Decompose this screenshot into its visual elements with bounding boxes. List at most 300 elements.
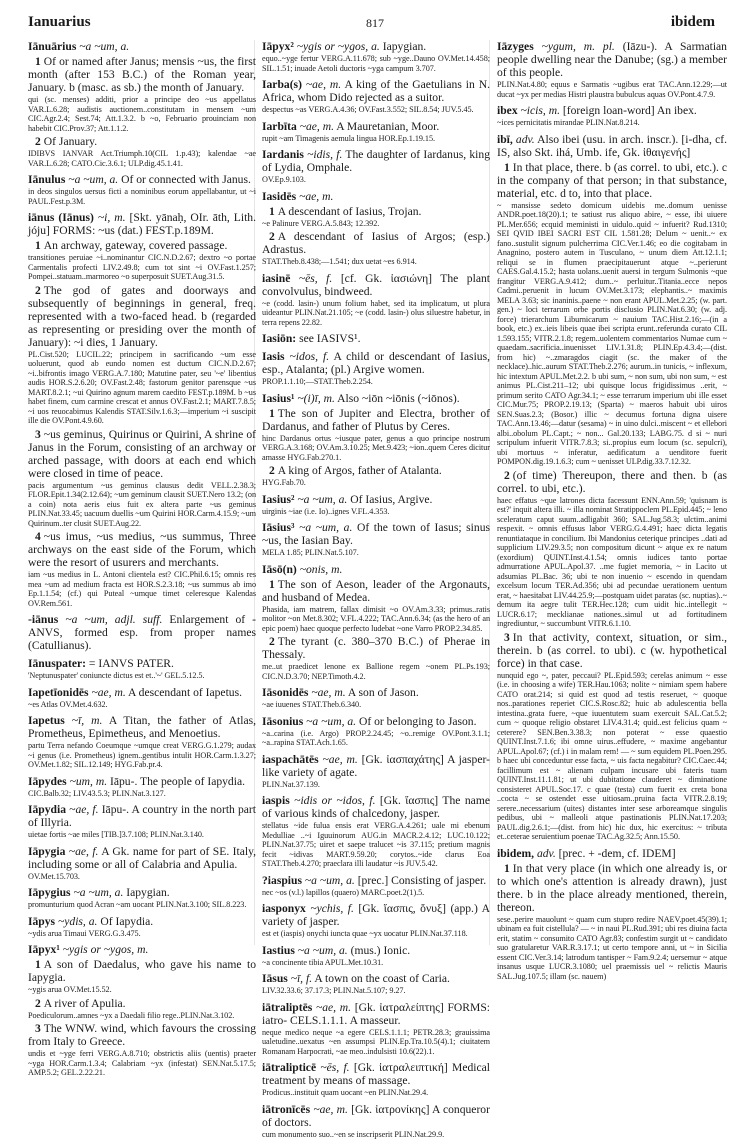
- definition: [Skt. yānaḥ, OIr. āth, Lith. jóju] FORMS: ~us (dat.) FEST.p.189M.: [28, 211, 256, 237]
- sense: [28, 55, 256, 94]
- sense-text: ~us geminus, Quirinus or Quirini, A shrine of Janus in the Forum, consisting of an archway or arched passage, with doors at each end which were closed in time of peace.: [28, 427, 256, 480]
- sense-text: An archway, gateway, covered passage.: [43, 239, 228, 252]
- definition: [cf. Gk. ἰασιώνη] The plant convolvulus, bindweed.: [262, 271, 490, 298]
- column-right: [497, 40, 727, 986]
- entry-headline: [262, 392, 490, 405]
- definition: The daughter of Iardanus, king of Lydia, Omphale.: [262, 148, 490, 174]
- headword: Iāsonius: [262, 714, 304, 728]
- sense-text: The son of Jupiter and Electra, brother of Dardanus, and father of Plutus by Ceres.: [262, 406, 490, 433]
- definition: Of Iapydia.: [100, 914, 154, 928]
- headword: Iāzyges: [497, 40, 534, 53]
- grammar-info: ~ae, m.: [299, 189, 334, 203]
- headword: Iāsius³: [262, 521, 295, 534]
- grammar-info: ~ygis or ~ygos, m.: [62, 943, 149, 956]
- entry-headline: [262, 715, 490, 728]
- sense-text: The WNW. wind, which favours the crossing from Italy to Greece.: [28, 1022, 256, 1048]
- citations: PROP.1.1.10;—STAT.Theb.2.254.: [262, 377, 373, 386]
- citations: nunquid ego ~, pater, peccaui? PL.Epid.593; cerelas animum ~ esse (i.e. in choosing a wife) TER.Hau.1063; nolite ~ nimiam spem habere CATO orat.214; si quid est quod ad testis reseruet, ~ quoque nos..parationes reperiet CIC.S.Rosc.82; huic ab adulescentia bella intestina..grata fuere, ~que iuuentutem suam exercuit SAL.Cat.5.2; cum ~ quoque religio obstaret LIV.4.31.4; quid..est felicius quam ~ ceterere? SEN.Ben.3.38.3; non poterat ~ esse quaestio QUINT.Inst.7.1.6; ibi omne uirus..effudere, ~ maxime angebantur APUL.Apol.67; (cf.) i in malam rem! — ~ sum equidem PL.Poen.295. b haec ubi conceduntur esse facta, ~ uis facta negabitur? CIC.Caec.44; facillimum est ~ alienam culpam incusare ubi fateris tuam QUINT.Inst.11.1.81; ut ubi dubitatione clauderet ~ diminatione consisteret APUL.Soc.17. c quae (testa) cum fuerit ex creta bona ..cocta ~ se ostendet esse uitiosam..pruina facta VITR.2.8.19; serere..necessarium (uites) distantes inter sese arboreamque singulis pedibus, ubi ~ malleoli atque pastinationis PLIN.Nat.17.203; PAUL.dig.2.6.1;—(dist. from hic) hic dux, hic exercitus: ~ tributa et..ceterae seruientium poenae TAC.Ag.32.5; Ann.15.50.: [497, 670, 727, 841]
- sense-text: The tyrant (c. 380–370 B.C.) of Pherae in Thessaly.: [262, 635, 490, 661]
- headword: Iasiōn:: [262, 332, 297, 345]
- grammar-info: ~ī, f.: [290, 972, 313, 985]
- citations: pacis argumentum ~us geminus clausus dedit VELL.2.38.3; FLOR.Epit.1.34(2.12.64); ~um geminum clausit SUET.Nero 13.2; (on a coin) nota aeris eius fuit ex altera parte ~us geminus PLIN.Nat.33.45; uacuum duellis ~um Quirini HOR.Carm.4.15.9; ~um Quirinum..ter clusit SUET.Aug.22.: [28, 480, 256, 528]
- dictionary-entry: [497, 133, 727, 842]
- citations: partu Terra nefando Coeumque ~umque creat VERG.G.1.279; audax ~i genus (i.e. Prometheus) ignem..gentibus intulit HOR.Carm.1.3.27; OV.Met.1.82; SIL.12.149; HYG.Fab.pr.4.: [28, 741, 256, 769]
- citations: ~e Palinure VERG.A.5.843; 12.392.: [262, 218, 380, 228]
- dictionary-entry: [28, 613, 256, 652]
- grammar-info: ~a ~um, a.: [299, 521, 353, 534]
- grammar-info: ~ae, m.: [305, 78, 342, 91]
- definition: Of Iasius, Argive.: [350, 492, 433, 506]
- citations: ~ydis arua Timaui VERG.G.3.475.: [28, 928, 141, 938]
- dictionary-entry: [262, 794, 490, 869]
- grammar-info: ~ae, m.: [91, 685, 126, 699]
- sense-text: In that very place (in which one already is, or to which one's attention is already drawn), just there. b in the place already mentioned, therein, thereon.: [497, 861, 727, 914]
- dictionary-entry: [497, 847, 727, 982]
- grammar-info: ~ygis or ~ygos, a.: [296, 40, 380, 53]
- sense: [28, 239, 256, 252]
- headword: iasponyx: [262, 902, 306, 915]
- citations: undis et ~yge ferri VERG.A.8.710; obstrictis aliis (uentis) praeter ~yga HOR.Carm.1.3.4; Calabriam ~yx (infestat) SEN.Nat.5.17.5; AMP.5.2; GEL.2.22.21.: [28, 1049, 256, 1077]
- dictionary-entry: [262, 332, 490, 345]
- citations: OV.Ep.9.103.: [262, 175, 306, 184]
- entry-headline: [262, 148, 490, 174]
- headword: ibī,: [497, 132, 513, 146]
- headword: Iāpydia: [28, 803, 67, 816]
- sense-number: 1: [504, 160, 510, 174]
- headword: Iastius: [262, 943, 295, 957]
- citations: equo..~yge fertur VERG.A.11.678; sub ~yge..Dauno OV.Met.14.458; SIL.1.51; inuade Aetoli ductoris ~yga campum 3.707.: [262, 54, 490, 73]
- dictionary-entry: [28, 657, 256, 681]
- citations: transitiones peruiae ~i..nominantur CIC.N.D.2.67; dextro ~o portae Carmentalis profecti LIV.2.49.8; cum tot sint ~i OV.Fast.1.257; Pompei..statuam..marmoreo ~o superposuit SUET.Aug.31.5.: [28, 253, 256, 281]
- sense: [262, 578, 490, 604]
- headword: Iardanis: [262, 148, 304, 161]
- citations: in deos singulos uersus ficti a nominibus eorum appellabantur, ut ~i PAUL.Fest.p.3M.: [28, 187, 256, 206]
- dictionary-entry: [262, 148, 490, 185]
- grammar-info: ~a ~um, a.: [68, 173, 119, 186]
- sense-number: 1: [269, 204, 275, 218]
- grammar-info: ~idis or ~idos, f.: [294, 794, 376, 807]
- definition: A king of the Gaetulians in N. Africa, whom Dido rejected as a suitor.: [262, 78, 490, 104]
- entry-headline: [28, 686, 256, 699]
- sense-number: 1: [35, 55, 41, 68]
- sense: [28, 997, 256, 1010]
- dictionary-entry: [262, 944, 490, 968]
- grammar-info: ~ēs, f.: [320, 1061, 350, 1074]
- citations: HYG.Fab.70.: [262, 478, 306, 487]
- sense-text: Of January.: [43, 135, 98, 148]
- headword: Iapetus: [28, 714, 65, 727]
- grammar-info: adv.: [515, 132, 535, 146]
- citations: ~ mansisse sedeto domicum uidebis me..domum uenisse ANDR.poet.18(20).1; te satiust rus aliquo abire, ~ esse, ibi uiuere PL.Mer.656; ecquid meministi in uidulo..quid ~ infuerit? Rud.1310; SEI QVID IBEI SACRI EST CIL 1.581.28; Delum ~ uenit..~ ex fano..sustulit signum pulcherrima CIC.Ver.1.46; eo die cogitabam in Anagnino, postero autem in Tusculano, ~ unum diem Att.12.1.1; reliqui se in flumen praecipitauerunt atque ~..perierunt CAES.Gal.4.15.2; hasta uolans..uenit auersi in tergum Sulmonis ~que frangitur VERG.A.9.412; dum..~ perluitur..Titania..ecce nepos Cadmi..peruenit in lucum OV.Met.3.173; elephantis..~ maximis MELA 3.63; sic inaninis..paene ~ non erant APUL.Met.2.25; (w. part. gen.) ~ loci terrarum orbe portis disclusio PLIN.Nat.6.30; (w. adj. force) trierarchum Liburnicarum ~ nauium TAC.Hist.2.16;—(in a book, etc.) ex..ieis libeis quae ibei scripta erunt..referunda curato CIL 1.593.155; VITR.2.1.8; regem..uolentem commentarios Numae cum ~ quaedam..sacrificia..inuenisset LIV.1.31.8; PLIN.Ep.4.3.4;—(dist. from hic) ~..zmaragdos ciagit (sc. the maker of the necklace)..hic..aurum STAT.Theb.2.276; aurum..in tunicis, ~ inflexum, hic intextum APUL.Met.2.2. b ubi sum, ~ non sum, ubi non sum, ~ est animus PL.Cist.211–12; ubi quisque locus frigidissimus ..erit, ~ primum serito CATO Agr.34.1; ~ esse terrarum imperium ubi ille esset CIC.Mur.75; PROP.2.19.13; (Sparta) ~ maeros habuit ubi uiros SEN.Suas.2.3; (Bosor.) illic ~ decumus fortuna digna uisere TAC.Ann.13.46;—datur (sesama) ~ in uino dulci..miscent ~ et ellebori albi..obolum PL.Capt.; ~ non... Gal.20.133; LABG.75. d si ~ nuri scripulum infuerit VITR.7.8.3; si..propius eum locum (sc. sepulcri), ubi mortuus ~ inferatur, aedificatum a uenditore fuerit POMPON.dig.19.1.6.3; cum ~ uenisset ULP.dig.33.7.12.32.: [497, 200, 727, 466]
- sense: [497, 862, 727, 914]
- sense: [28, 1022, 256, 1048]
- grammar-info: ~(i)ī, m.: [297, 391, 335, 405]
- dictionary-entry: [262, 874, 490, 898]
- dictionary-entry: [262, 190, 490, 267]
- definition: (mus.) Ionic.: [350, 943, 411, 957]
- definition: A son of Jason.: [347, 686, 419, 699]
- entry-headline: [262, 944, 490, 957]
- dictionary-entry: [28, 211, 256, 608]
- sense-text: A king of Argos, father of Atalanta.: [277, 464, 442, 477]
- entry-headline: [497, 133, 727, 159]
- sense-text: In that activity, context, situation, or sim., therein. b (as correl. to ubi). c (w. hypothetical force) in that case.: [497, 630, 727, 670]
- sense: [262, 635, 490, 661]
- definition: [Gk. ἰατρονίκης] A conqueror of doctors.: [262, 1102, 490, 1129]
- headword: Iasius¹: [262, 391, 295, 405]
- dictionary-entry: [262, 350, 490, 387]
- entry-headline: [497, 104, 727, 117]
- citations: PLIN.Nat.37.139.: [262, 779, 320, 789]
- entry-headline: [28, 845, 256, 871]
- definition: [prec.] Consisting of jasper.: [357, 873, 487, 887]
- grammar-info: ~ychis, f.: [310, 902, 354, 915]
- citations: ~ae iuuenes STAT.Theb.6.340.: [262, 700, 362, 709]
- citations: me..ut praedicet lenone ex Ballione regem ~onem PL.Ps.193; CIC.N.D.3.70; NEP.Timoth.4.2.: [262, 662, 490, 681]
- citations: ~ygis arua OV.Met.15.52.: [28, 985, 112, 994]
- definition: Of or belonging to Jason.: [358, 714, 477, 728]
- sense: [262, 205, 490, 218]
- entry-headline: [28, 714, 256, 740]
- entry-headline: [262, 332, 490, 345]
- grammar-info: ~idis, f.: [307, 148, 343, 161]
- grammar-info: ~ae, f.: [69, 803, 99, 816]
- headword: iātralipticē: [262, 1061, 317, 1074]
- headword: Iāsus: [262, 972, 288, 985]
- definition: [Gk. ἴασπις] The name of various kinds of chalcedony, jasper.: [262, 794, 490, 820]
- definition: [prec. + -dem, cf. IDEM]: [558, 846, 676, 860]
- column-middle: [262, 40, 490, 1144]
- entry-headline: [262, 78, 490, 104]
- citations: nec ~os (v.l.) lapillos (quaero) MARC.poet.2(1).5.: [262, 887, 425, 897]
- citations: haec effatus ~que latrones dicta facessunt ENN.Ann.59; 'quisnam is est?' inquit altera illi. ~ illa nominat Stratippoclem PL.Epid.445; ~ leno sceleratum caput suum..adligabit 360; SAL.Jug.58.3; ulctim..animi respexit. ~ omnis effusus labor VERG.G.4.491; haec dicta legatis renuntiataque in concilium. Ibi Mandonius ceterique principes ..dati ad supplicium LIV.29.3.5; non compositum dicunt ~ atque ex re natum (exordium) QUINT.Inst.4.1.54; omnis iudices tanto portae admurratione APUL.Apol.37. ..me fugiet memoria, ~ in Lacito ut adsumias PL.Bac. 36; ubi te non inuenio ~ escendo in quendam excelsum locum TER.Ad.356; ubi ad pecundae uerationem uentum erat, ~ haesitabat LIV.44.25.9;—postquam uidet paratas (sc. nuptias)..~ demum ita aegre tulit TER.Hec.128; cum uidit hic..intellegit ~ LUCR.6.17; mecklianae nationes..simul ut ad fortitudinem ingrediuntur, ~ succumbunt VITR.6.1.10.: [497, 495, 727, 628]
- definition: Iapygian.: [126, 886, 170, 899]
- sense-number: 2: [269, 635, 275, 648]
- grammar-info: ~idos, f.: [289, 350, 330, 363]
- citations: LIV.32.33.6; 37.17.3; PLIN.Nat.5.107; 9.27.: [262, 986, 406, 995]
- dictionary-entry: [262, 521, 490, 558]
- citations: PL.Cist.520; LUCIL.22; principem in sacrificando ~um esse uoluerunt, quod ab eundo nomen est ductum CIC.N.D.2.67; ~i..bifrontis imago VERG.A.7.180; Matutine pater, seu '~e' libentius audis HOR.S.2.6.20; OV.Fast.2.48; fastorum genitor parensque ~us MART.8.2.1; ~ui Quirino agnum marem caedito FEST.p.189M. b ~us habet finem, cum carmine crescat et annus OV.Fast.2.1; MART.7.8.5; ~i uos reuocabimus Kalendis STAT.Silv.1.6.3;—imperium ~i suscipit ille die OV.Pont.4.9.60.: [28, 349, 256, 425]
- definition: A Titan, the father of Atlas, Prometheus, Epimetheus, and Menoetius.: [28, 714, 257, 740]
- citations: Phasida, iam matrem, fallax dimisit ~o OV.Am.3.33; primus..ratis molitor ~on Met.8.302; V.FL.4.222; TAC.Ann.6.34; (as the hero of an epic poem) haec quoque perfecto ludebat ~one Varro PROP.2.34.85.: [262, 604, 490, 633]
- entry-headline: [28, 803, 256, 829]
- sense: [262, 407, 490, 433]
- citations: hinc Dardanus ortus ~iusque pater, genus a quo principe nostrum VERG.A.3.168; OV.Am.3.10.25; Met.9.423; ~ion..quem Ceres dicitur amasse HYG.Fab.270.1.: [262, 433, 490, 462]
- sense-number: 2: [35, 996, 41, 1010]
- headword: Iāpygius: [28, 886, 71, 899]
- dictionary-entry: [262, 563, 490, 682]
- definition: [Gk. ἴασπις, ὄνυξ] (app.) A variety of jasper.: [262, 902, 491, 928]
- sense-number: 1: [35, 239, 41, 252]
- dictionary-entry: [28, 714, 256, 770]
- dictionary-entry: [262, 1103, 490, 1140]
- definition: [Gk. ἰατραλειπτική] Medical treatment by means of massage.: [262, 1061, 490, 1087]
- dictionary-entry: [262, 686, 490, 710]
- citations: ~ices pernicitatis mirandae PLIN.Nat.8.214.: [497, 118, 640, 127]
- grammar-info: ~onis, m.: [299, 562, 343, 576]
- sense-number: 2: [269, 230, 275, 243]
- headword: iānus (Iānus): [28, 211, 94, 224]
- sense: [497, 469, 727, 495]
- entry-headline: [262, 902, 490, 928]
- dictionary-entry: [28, 845, 256, 882]
- citations: ~a concinente tibia APUL.Met.10.31.: [262, 957, 384, 967]
- grammar-info: ~ae, m.: [322, 752, 358, 766]
- headword: Iānuārius: [28, 40, 77, 53]
- column-left: [28, 40, 256, 1083]
- sense: [262, 230, 490, 256]
- headword: Iasidēs: [262, 189, 297, 203]
- grammar-info: adv.: [536, 846, 556, 860]
- dictionary-entry: [262, 1001, 490, 1057]
- entry-headline: [28, 943, 256, 956]
- entry-headline: [262, 794, 490, 820]
- grammar-info: ~icis, m.: [520, 104, 560, 117]
- definition: Iāpu-. A country in the north part of Illyria.: [28, 803, 257, 829]
- citations: uirginis ~iae (i.e. Io)..ignes V.FL.4.353.: [262, 506, 390, 516]
- headword: ?iaspius: [262, 873, 302, 887]
- grammar-info: ~ae, m.: [299, 119, 334, 133]
- citations: promunturium quod Acran ~am uocant PLIN.Nat.3.100; SIL.8.223.: [28, 900, 247, 909]
- sense-text: The son of Aeson, leader of the Argonauts, and husband of Medea.: [262, 577, 490, 604]
- definition: [Gk. ἰατραλείπτης] FORMS: iatro- CELS.1.1.1. A masseur.: [262, 1000, 490, 1027]
- definition: Also ibei (usu. in arch. inscr.). [i-dha, cf. IS, also Skt. ihá, Umb. ife, Gk. ἰθαιγενής]: [497, 132, 727, 159]
- citations: ~a..carina (i.e. Argo) PROP.2.24.45; ~o..remige OV.Pont.3.1.1; ~a..rapina STAT.Ach.1.65.: [262, 728, 490, 747]
- entry-headline: [262, 272, 490, 298]
- grammar-info: ~ae, m.: [315, 1000, 352, 1014]
- headword: Iāsonidēs: [262, 686, 309, 699]
- sense: [28, 284, 256, 349]
- citations: sese..perire mauolunt ~ quam cum stupro redire NAEV.poet.45(39).1; ubinam ea fuit cistellula? — ~ in naui PL.Rud.391; ubi res diuina facta erit, statim ~ consumito CATO Agr.83; confestim surgit ut ~ candidato suo gratularetur VAR.R.3.17.1; ut certo tempore anni, ut ~ in Sicilia essent CIC.Ver.3.14; latrodum tantisper ~ Fam.9.2.4; uersemur ~ atque insanus usque LUCR.3.1080; uel praemissis uel ~ relictis Mauris SAL.Jug.107.5; illam (sc. nauem): [497, 914, 727, 981]
- dictionary-entry: [262, 78, 490, 115]
- citations: cum monumento suo..~en se inscripserit PLIN.Nat.29.9.: [262, 1129, 445, 1139]
- headword: Iāpygia: [28, 844, 66, 858]
- running-head-right: ibidem: [670, 14, 715, 30]
- entry-headline: [262, 874, 490, 887]
- grammar-info: ~a ~um, a.: [297, 943, 348, 957]
- definition: A Gk. name for part of SE. Italy, including some or all of Calabria and Apulia.: [28, 844, 257, 871]
- entry-headline: [262, 1001, 490, 1027]
- running-head-left: Ianuarius: [28, 14, 91, 30]
- citations: CIC.Balb.32; LIV.43.5.3; PLIN.Nat.3.127.: [28, 788, 166, 798]
- citations: rupit ~am Timagenis aemula lingua HOR.Ep.1.19.15.: [262, 133, 435, 143]
- dictionary-entry: [262, 715, 490, 748]
- sense: [262, 464, 490, 477]
- dictionary-entry: [28, 775, 256, 799]
- sense-text: ~us imus, ~us medius, ~us summus, Three archways on the east side of the Forum, which were the resort of usurers and merchants.: [28, 530, 256, 569]
- sense-number: 1: [35, 958, 41, 971]
- citations: ~es Atlas OV.Met.4.632.: [28, 699, 108, 709]
- citations: IDIBVS IANVAR Act.Triumph.10(CIL 1.p.43); kalendae ~ae VAR.L.6.28; CATO.Cic.3.6.1; ULP.dig.45.1.41.: [28, 149, 256, 168]
- definition: Iapygian.: [382, 40, 427, 53]
- definition: Also ~iōn ~iōnis (~iōnos).: [337, 391, 460, 405]
- definition: A descendant of Iapetus.: [128, 685, 242, 699]
- sense-number: 2: [35, 135, 41, 148]
- headword: Iāpydes: [28, 774, 67, 788]
- definition: = IANVS PATER.: [88, 657, 174, 670]
- citations: MELA 1.85; PLIN.Nat.5.107.: [262, 548, 359, 557]
- headword: iātraliptēs: [262, 1000, 313, 1014]
- sense: [497, 631, 727, 670]
- grammar-info: ~ae, f.: [68, 844, 99, 858]
- entry-headline: [262, 972, 490, 985]
- definition: A child or descendant of Iasius, esp., Atalanta; (pl.) Argive women.: [262, 350, 490, 376]
- headword: Iāsō(n): [262, 562, 297, 576]
- grammar-info: ~a ~um, a.: [73, 886, 124, 899]
- citations: iam ~us medius in L. Antoni clientela est? CIC.Phil.6.15; omnis res mea ~um ad medium fracta est HOR.S.2.3.18; ~us summus ab imo Ep.1.1.54; (cf.) qui Puteal ~umque timet celeresque Kalendas OV.Rem.561.: [28, 570, 256, 608]
- headword: Iāpyx¹: [28, 943, 60, 956]
- headword: iātronīcēs: [262, 1102, 311, 1116]
- dictionary-entry: [262, 493, 490, 517]
- sense-text: The god of gates and doorways and subsequently of beginnings in general, freq. represented with a two-faced head. b (regarded as representing or presiding over the month of January): ~i dies, 1 January.: [28, 283, 256, 349]
- sense-number: 3: [35, 1022, 41, 1035]
- entry-headline: [262, 686, 490, 699]
- headword: Iāpyx²: [262, 40, 294, 53]
- dictionary-entry: [28, 40, 256, 168]
- sense: [28, 428, 256, 480]
- dictionary-entry: [262, 392, 490, 488]
- citations: stellatus ~ide fulua ensis erat VERG.A.4.261; uale mi ebenum Medulliae ..~i Iguuinorum AUG.in MACR.2.4.12; LUC.10.122; PLIN.Nat.37.75; uiret et saepe tralucet ~is 37.115; pretium magnis fecit ~idivas MART.9.59.20; corytos..~ide clarus Eoa STAT.Theb.4.270; praeclara illi laudatur ~is JUV.5.42.: [262, 821, 490, 868]
- entry-headline: [28, 40, 256, 53]
- entry-headline: [262, 521, 490, 547]
- entry-headline: [262, 1103, 490, 1129]
- headword: Iānuspater:: [28, 657, 86, 670]
- grammar-info: ~a ~um, adjl. suff.: [65, 613, 163, 626]
- entry-headline: [262, 1061, 490, 1087]
- grammar-info: ~ydis, a.: [57, 914, 98, 928]
- entry-headline: [262, 40, 490, 53]
- sense-text: Of or named after Janus; mensis ~us, the first month (after 153 B.C.) of the Roman year, January. b (masc. as sb.) the month of January.: [28, 55, 256, 94]
- citations: PLIN.Nat.4.80; equus e Sarmatis ~ugibus erat TAC.Ann.12.29;—ut ducat ~yx per medias Histri plaustra bubulcus aquas OV.Pont.4.7.9.: [497, 80, 727, 99]
- grammar-info: ~a ~um, a.: [306, 714, 357, 728]
- headword: Iasius²: [262, 492, 295, 506]
- definition: see IASIVS¹.: [299, 332, 361, 345]
- dictionary-entry: [28, 173, 256, 206]
- entry-headline: [262, 350, 490, 376]
- entry-headline: [28, 915, 256, 928]
- dictionary-entry: [497, 104, 727, 128]
- dictionary-entry: [262, 272, 490, 328]
- headword: Iasis: [262, 350, 285, 363]
- citations: qui (sc. menses) additi, prior a principe deo ~us appellatus VAR.L.6.28; audistis auctionem..constitutam in mensem ~um CIC.Agr.2.4; Sest.74; Att.1.3.2. b ~o, Februario prouinciam non habebit CIC.Prov.37; Att.1.1.2.: [28, 95, 256, 133]
- entry-headline: [262, 493, 490, 506]
- entry-headline: [497, 847, 727, 860]
- definition: Of the town of Iasus; sinus ~us, the Iasian Bay.: [262, 521, 491, 547]
- entry-headline: [28, 211, 256, 237]
- dictionary-entry: [497, 40, 727, 99]
- citations: OV.Met.15.703.: [28, 871, 80, 881]
- sense-text: A descendant of Iasius, Trojan.: [277, 204, 422, 218]
- sense: [28, 530, 256, 569]
- citations: Poediculorum..amnes ~yx a Daedali filio rege..PLIN.Nat.3.102.: [28, 1010, 235, 1020]
- headword: Iarbīta: [262, 119, 297, 133]
- sense-text: A son of Daedalus, who gave his name to Iapygia.: [28, 958, 256, 984]
- dictionary-entry: [28, 943, 256, 1078]
- sense-number: 3: [504, 630, 510, 644]
- citations: uietae fortis ~ae miles [TIB.]3.7.108; PLIN.Nat.3.140.: [28, 830, 204, 839]
- entry-headline: [262, 563, 490, 576]
- dictionary-entry: [262, 40, 490, 73]
- sense: [28, 135, 256, 148]
- definition: Of or connected with Janus.: [121, 173, 251, 186]
- definition: [Gk. ἰασπαχάτης] A jasper-like variety of agate.: [262, 752, 490, 779]
- entry-headline: [262, 190, 490, 203]
- headword: Iarba(s): [262, 78, 302, 91]
- entry-headline: [28, 657, 256, 670]
- sense: [28, 958, 256, 984]
- definition: [foreign loan-word] An ibex.: [562, 104, 697, 117]
- dictionary-entry: [28, 886, 256, 910]
- sense-text: In that place, there. b (as correl. to ubi, etc.). c in the company of that person; in that substance, material, etc. d to, into that place.: [497, 160, 727, 200]
- headword: ibex: [497, 104, 518, 117]
- headword: iasinē: [262, 271, 291, 285]
- dictionary-entry: [262, 1061, 490, 1098]
- sense-number: 3: [35, 427, 41, 441]
- dictionary-entry: [262, 972, 490, 996]
- entry-headline: [262, 120, 490, 133]
- dictionary-entry: [262, 753, 490, 790]
- sense-text: A descendant of Iasius of Argos; (esp.) Adrastus.: [262, 230, 490, 256]
- citations: neque medico neque ~a egere CELS.1.1.1; PETR.28.3; grauissima ualetudine..uexatus ~en assumpsi PLIN.Ep.Tra.10.5(4).1; ciuitatem Romanam Harpocrati, ~ae meo..indulsisti 10.6(22).1.: [262, 1027, 490, 1056]
- grammar-info: ~a ~um, a.: [79, 40, 130, 53]
- definition: A town on the coast of Caria.: [314, 972, 450, 985]
- sense-number: 2: [269, 464, 275, 477]
- entry-headline: [497, 40, 727, 79]
- headword: iaspis: [262, 794, 290, 807]
- citations: est et (iaspis) onychi iuncta quae ~yx uocatur PLIN.Nat.37.118.: [262, 929, 468, 938]
- headword: Iāpys: [28, 914, 56, 928]
- definition: Enlargement of -ANVS, formed esp. from proper names (Catullianus).: [28, 613, 256, 652]
- grammar-info: ~ygum, m. pl.: [541, 40, 615, 53]
- definition: A Mauretanian, Moor.: [336, 119, 440, 133]
- grammar-info: ~i, m.: [97, 211, 126, 224]
- page-number: 817: [366, 16, 384, 30]
- sense-number: 4: [35, 530, 41, 543]
- sense-number: 1: [504, 861, 510, 875]
- entry-headline: [262, 753, 490, 779]
- grammar-info: ~ēs, f.: [298, 271, 333, 285]
- entry-headline: [28, 613, 256, 652]
- definition: (Iāzu-). A Sarmatian people dwelling near the Danube; (sg.) a member of this people.: [497, 40, 727, 79]
- sense-text: A river of Apulia.: [43, 996, 126, 1010]
- sense-number: 1: [269, 577, 275, 591]
- grammar-info: ~a ~um, a.: [304, 873, 355, 887]
- headword: ibidem,: [497, 846, 535, 860]
- citations: despectus ~as VERG.A.4.36; OV.Fast.3.552; SIL.8.54; JUV.5.45.: [262, 105, 474, 114]
- sense-number: 1: [269, 406, 275, 420]
- citations: Prodicus..instituit quam uocant ~en PLIN.Nat.29.4.: [262, 1088, 429, 1097]
- grammar-info: ~ae, m.: [313, 1102, 348, 1116]
- entry-headline: [28, 173, 256, 186]
- headword: -iānus: [28, 613, 59, 626]
- sense-number: 2: [504, 468, 510, 482]
- citations: 'Neptunuspater' coniuncte dictus est et..'~' GEL.5.12.5.: [28, 671, 205, 680]
- sense: [497, 161, 727, 200]
- citations: ~e (codd. lasin-) unum folium habet, sed ita implicatum, ut plura uideantur PLIN.Nat.21.105; ~e (codd. lasin-) olus siluestre habetur, in terra repens 22.82.: [262, 298, 490, 327]
- grammar-info: ~a ~um, a.: [297, 492, 348, 506]
- headword: Iānulus: [28, 173, 66, 186]
- entry-headline: [28, 775, 256, 788]
- sense-number: 2: [35, 283, 41, 297]
- grammar-info: ~ī, m.: [71, 714, 103, 727]
- entry-headline: [28, 886, 256, 899]
- grammar-info: ~ae, m.: [311, 686, 346, 699]
- dictionary-entry: [262, 902, 490, 939]
- citations: STAT.Theb.8.438;—1.541; dux uetat ~es 6.914.: [262, 257, 417, 266]
- dictionary-entry: [262, 120, 490, 144]
- headword: Iapetīonidēs: [28, 685, 89, 699]
- dictionary-entry: [28, 803, 256, 840]
